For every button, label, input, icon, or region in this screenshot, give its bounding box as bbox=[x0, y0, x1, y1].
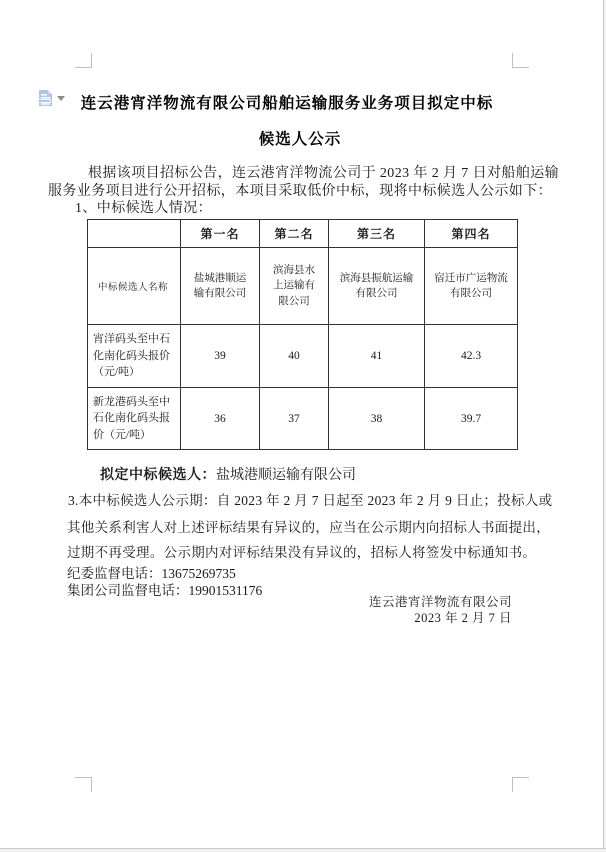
designated-winner-label: 拟定中标候选人： bbox=[100, 468, 216, 483]
table-row-price-xiaoyang bbox=[88, 325, 518, 388]
bid-candidates-table bbox=[87, 219, 518, 450]
designated-winner-line bbox=[100, 464, 356, 484]
group-supervision-phone: 集团公司监督电话：19901531176 bbox=[67, 583, 263, 598]
row-label-candidate-name: 中标候选人名称 bbox=[88, 248, 181, 325]
notice-paragraph-line2: 其他关系利害人对上述评标结果有异议的，应当在公示期内向招标人书面提出， bbox=[67, 520, 550, 535]
section-1-heading: 1、中标候选人情况： bbox=[75, 201, 212, 216]
margin-crop-mark-bottom-left bbox=[75, 777, 92, 792]
discipline-supervision-phone: 纪委监督电话：13675269735 bbox=[67, 566, 236, 581]
header-empty-cell bbox=[88, 220, 181, 248]
price-xiaoyang-3: 41 bbox=[329, 325, 425, 388]
candidate-2-name: 滨海县水上运输有限公司 bbox=[260, 248, 329, 325]
price-xiaoyang-4: 42.3 bbox=[425, 325, 518, 388]
signature-date: 2023 年 2 月 7 日 bbox=[414, 611, 512, 625]
document-title-line1: 连云港宵洋物流有限公司船舶运输服务业务项目拟定中标 bbox=[80, 95, 494, 112]
row-label-price-xinlonggang: 新龙港码头至中石化南化码头报价（元/吨） bbox=[88, 388, 181, 450]
header-rank-2: 第二名 bbox=[260, 220, 329, 248]
table-row-candidate-names bbox=[88, 248, 518, 325]
price-xinlonggang-2: 37 bbox=[260, 388, 329, 450]
candidate-4-name: 宿迁市广运物流有限公司 bbox=[425, 248, 518, 325]
margin-crop-mark-top-right bbox=[512, 53, 529, 68]
margin-crop-mark-bottom-right bbox=[512, 777, 529, 792]
row-label-price-xiaoyang: 宵洋码头至中石化南化码头报价（元/吨） bbox=[88, 325, 181, 388]
price-xiaoyang-2: 40 bbox=[260, 325, 329, 388]
candidate-3-name: 滨海县振航运输有限公司 bbox=[329, 248, 425, 325]
price-xinlonggang-1: 36 bbox=[181, 388, 260, 450]
intro-paragraph-line1: 根据该项目招标公告，连云港宵洋物流公司于 2023 年 2 月 7 日对船舶运输 bbox=[88, 166, 559, 181]
intro-paragraph-line2: 服务业务项目进行公开招标，本项目采取低价中标，现将中标候选人公示如下： bbox=[48, 184, 552, 199]
table-header-row bbox=[88, 220, 518, 248]
price-xinlonggang-3: 38 bbox=[329, 388, 425, 450]
page-bottom-edge bbox=[0, 848, 606, 852]
margin-crop-mark-top-left bbox=[75, 53, 92, 68]
table-row-price-xinlonggang bbox=[88, 388, 518, 450]
notice-paragraph-line1: 3.本中标候选人公示期：自 2023 年 2 月 7 日起至 2023 年 2 月 9 日止；投标人或 bbox=[68, 493, 553, 508]
notice-paragraph-line3: 过期不再受理。公示期内对评标结果没有异议的，招标人将签发中标通知书。 bbox=[67, 545, 537, 560]
candidate-1-name: 盐城港顺运输有限公司 bbox=[181, 248, 260, 325]
header-rank-3: 第三名 bbox=[329, 220, 425, 248]
header-rank-4: 第四名 bbox=[425, 220, 518, 248]
signature-company: 连云港宵洋物流有限公司 bbox=[368, 595, 512, 609]
price-xinlonggang-4: 39.7 bbox=[425, 388, 518, 450]
header-rank-1: 第一名 bbox=[181, 220, 260, 248]
price-xiaoyang-1: 39 bbox=[181, 325, 260, 388]
document-title-line2: 候选人公示 bbox=[258, 131, 342, 148]
designated-winner-value: 盐城港顺运输有限公司 bbox=[216, 468, 356, 483]
